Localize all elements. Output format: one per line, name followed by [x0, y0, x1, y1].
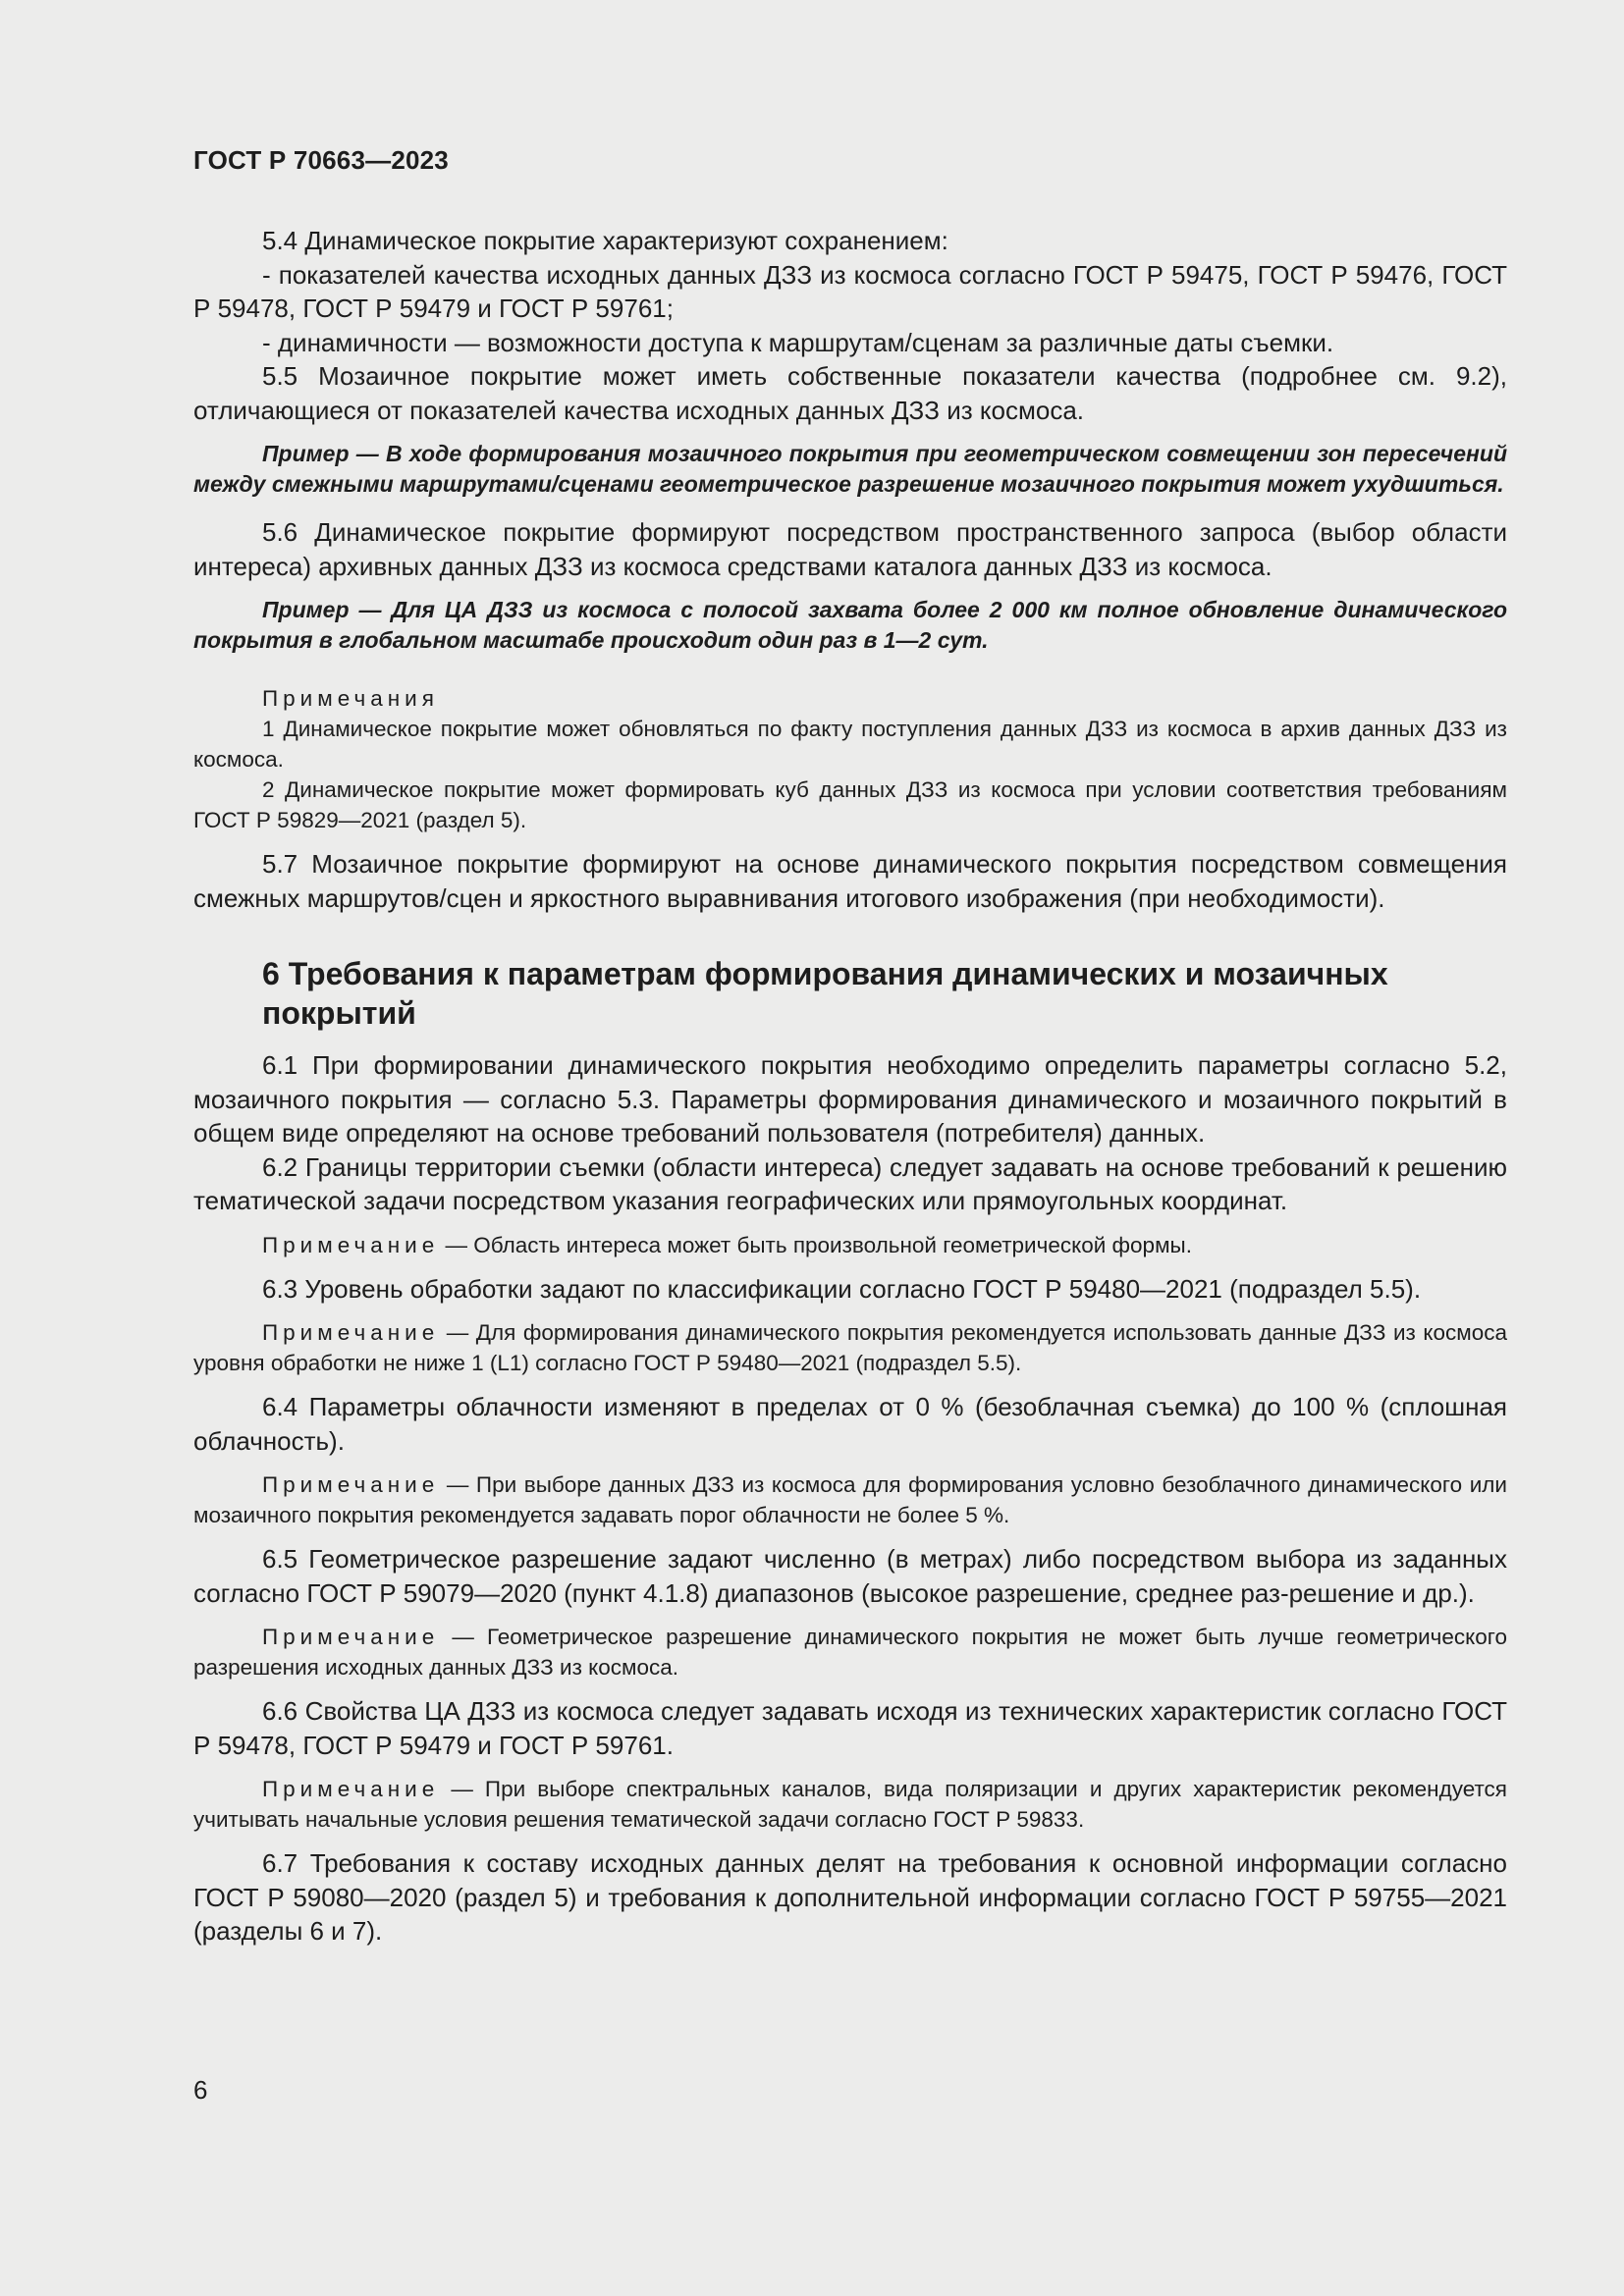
note-label: Примечание	[262, 1472, 440, 1497]
note-6-3-text: — Для формирования динамического покрытия рекомендуется использовать данные ДЗЗ из космоса уровня обработки не ниже 1 (L1) согласно ГОСТ Р 59480—2021 (подраздел 5.5).	[193, 1320, 1507, 1375]
clause-6-4: 6.4 Параметры облачности изменяют в пределах от 0 % (безоблачная съемка) до 100 % (сплошная облачность).	[193, 1392, 1507, 1456]
clause-6-5: 6.5 Геометрическое разрешение задают численно (в метрах) либо посредством выбора из заданных согласно ГОСТ Р 59079—2020 (пункт 4.1.8) диапазонов (высокое разрешение, среднее раз-решение и др.).	[193, 1544, 1507, 1608]
clause-5-5: 5.5 Мозаичное покрытие может иметь собственные показатели качества (подробнее см. 9.2), отличающиеся от показателей качества исходных данных ДЗЗ из космоса.	[193, 361, 1507, 425]
note-6-5-text: — Геометрическое разрешение динамического покрытия не может быть лучше геометрического разрешения исходных данных ДЗЗ из космоса.	[193, 1625, 1507, 1680]
clause-5-4-item-b: - динамичности — возможности доступа к маршрутам/сценам за различные даты съемки.	[262, 327, 1334, 357]
page-number: 6	[193, 2075, 208, 2105]
note-6-4-text: — При выборе данных ДЗЗ из космоса для формирования условно безоблачного динамического или мозаичного покрытия рекомендуется задавать порог облачности не более 5 %.	[193, 1472, 1507, 1527]
note-6-2-text: — Область интереса может быть произвольной геометрической формы.	[439, 1232, 1192, 1257]
clause-5-7: 5.7 Мозаичное покрытие формируют на основе динамического покрытия посредством совмещения смежных маршрутов/сцен и яркостного выравнивания итогового изображения (при необходимости).	[193, 849, 1507, 913]
clause-6-7: 6.7 Требования к составу исходных данных делят на требования к основной информации согласно ГОСТ Р 59080—2020 (раздел 5) и требования к дополнительной информации согласно ГОСТ Р 59755—2021 (разделы 6 и 7).	[193, 1848, 1507, 1946]
note-6-6-text: — При выборе спектральных каналов, вида поляризации и других характеристик рекомендуется учитывать начальные условия решения тематической задачи согласно ГОСТ Р 59833.	[193, 1777, 1507, 1832]
note-2: 2 Динамическое покрытие может формировать куб данных ДЗЗ из космоса при условии соответствия требованиям ГОСТ Р 59829—2021 (раздел 5).	[193, 777, 1507, 832]
notes-title: Примечания	[262, 686, 439, 711]
clause-5-4-item-a: - показателей качества исходных данных ДЗЗ из космоса согласно ГОСТ Р 59475, ГОСТ Р 59476, ГОСТ Р 59478, ГОСТ Р 59479 и ГОСТ Р 59761;	[193, 259, 1507, 323]
document-header-id: ГОСТ Р 70663—2023	[193, 145, 449, 175]
note-6-2	[193, 1230, 1507, 1260]
clause-5-4: 5.4 Динамическое покрытие характеризуют сохранением:	[262, 226, 948, 255]
example-1: Пример — В ходе формирования мозаичного покрытия при геометрическом совмещении зон пересечений между смежными маршрутами/сценами геометрическое разрешение мозаичного покрытия может ухудшиться.	[193, 441, 1507, 497]
note-label: Примечание	[262, 1777, 440, 1801]
note-6-6	[193, 1774, 1507, 1835]
note-label: Примечание	[262, 1320, 440, 1345]
note-6-5	[193, 1622, 1507, 1682]
clause-6-3: 6.3 Уровень обработки задают по классификации согласно ГОСТ Р 59480—2021 (подраздел 5.5).	[262, 1273, 1422, 1304]
note-6-3	[193, 1317, 1507, 1378]
example-2: Пример — Для ЦА ДЗЗ из космоса с полосой захвата более 2 000 км полное обновление динамического покрытия в глобальном масштабе происходит один раз в 1—2 сут.	[193, 597, 1507, 653]
page-content	[193, 224, 1507, 1949]
note-label: Примечание	[262, 1625, 440, 1649]
note-label: Примечание	[262, 1232, 440, 1257]
note-6-4	[193, 1469, 1507, 1530]
clause-6-6: 6.6 Свойства ЦА ДЗЗ из космоса следует задавать исходя из технических характеристик согласно ГОСТ Р 59478, ГОСТ Р 59479 и ГОСТ Р 59761.	[193, 1696, 1507, 1760]
note-1: 1 Динамическое покрытие может обновляться по факту поступления данных ДЗЗ из космоса в архив данных ДЗЗ из космоса.	[193, 717, 1507, 772]
clause-6-2: 6.2 Границы территории съемки (области интереса) следует задавать на основе требований к решению тематической задачи посредством указания географических или прямоугольных координат.	[193, 1151, 1507, 1215]
section-6-heading: 6 Требования к параметрам формирования динамических и мозаичных покрытий	[262, 956, 1388, 1031]
clause-6-1: 6.1 При формировании динамического покрытия необходимо определить параметры согласно 5.2, мозаичного покрытия — согласно 5.3. Параметры формирования динамического и мозаичного покрытий в общем виде определяют на основе требований пользователя (потребителя) данных.	[193, 1050, 1507, 1148]
clause-5-6: 5.6 Динамическое покрытие формируют посредством пространственного запроса (выбор области интереса) архивных данных ДЗЗ из космоса средствами каталога данных ДЗЗ из космоса.	[193, 517, 1507, 581]
